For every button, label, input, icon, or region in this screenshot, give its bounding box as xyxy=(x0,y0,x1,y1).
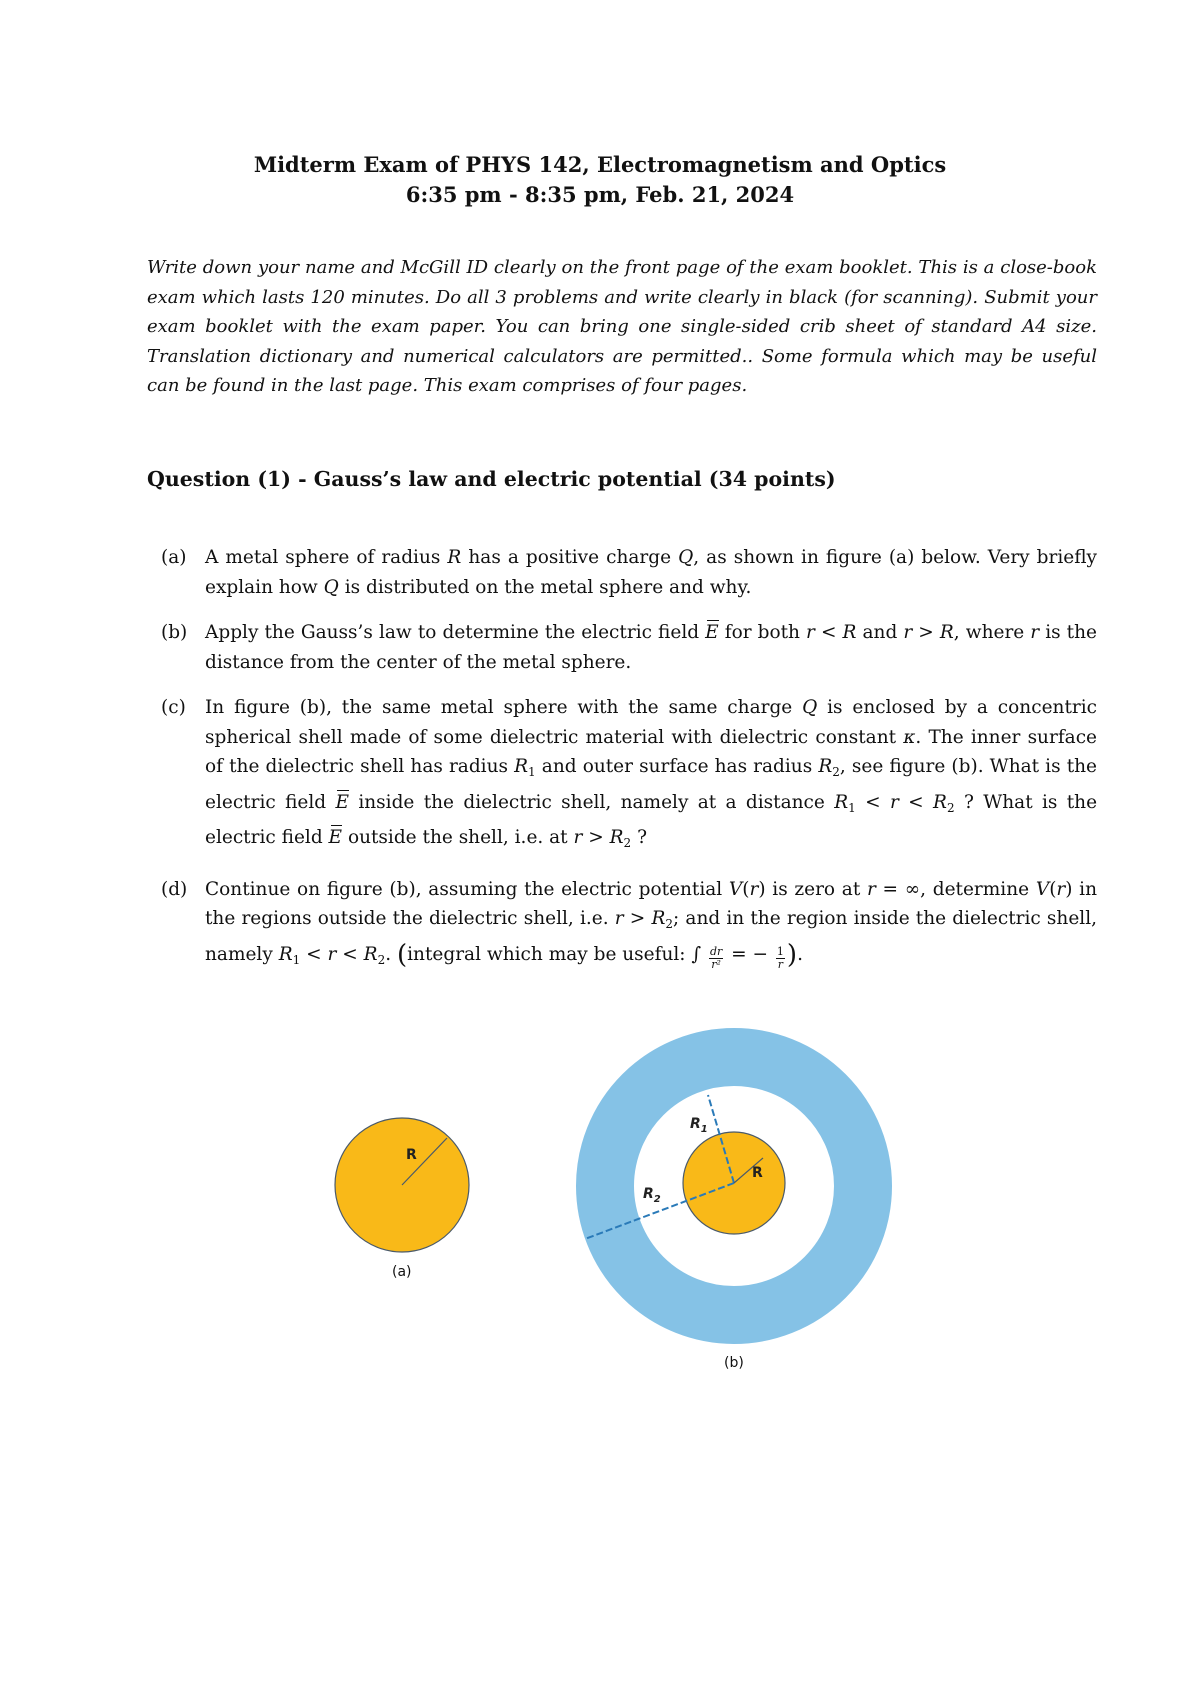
part-label: (c) xyxy=(161,697,186,718)
r1-label: $R_1$ xyxy=(690,1116,708,1135)
part-text: A metal sphere of radius R has a positive charge Q, as shown in figure (a) below. Very briefly explain how Q is distributed on the metal sphere and why. xyxy=(205,547,1098,598)
part-text: Continue on figure (b), assuming the electric potential V(r) is zero at r = ∞, determine V(r) in the regions outside the dielectric shell, i.e. $r > R_2$; and in the region inside the dielectric shell, namely $R_1 < r < R_2$. (integral which may be useful: ∫ $\frac{dr}{\text{r²}}$ = − $\frac{1}{r}$ ). xyxy=(205,878,1098,971)
part-text: Apply the Gauss’s law to determine the electric field E for both r < R and r > R, where r is the distance from the center of the metal sphere. xyxy=(205,622,1097,673)
radius-label-b: R xyxy=(752,1165,763,1181)
fraction-dr-r2: $\frac{dr}{\text{r²}}$ xyxy=(709,944,723,971)
figure-a xyxy=(335,1118,469,1280)
figure-b xyxy=(585,1057,863,1371)
part-text: In figure (b), the same metal sphere with the same charge Q is enclosed by a concentric spherical shell made of some dielectric material with dielectric constant κ. The inner surface of the dielectric shell has radius $R_1$ and outer surface has radius $R_2$, see figure (b). What is the electric field E inside the dielectric shell, namely at a distance $R_1 < r < R_2$ ? What is the electric field E outside the shell, i.e. at $r > R_2$ ? xyxy=(205,697,1097,848)
r2-label: $R_2$ xyxy=(643,1186,661,1205)
caption-a: (a) xyxy=(392,1264,412,1280)
question-heading: Question (1) - Gauss’s law and electric potential (34 points) xyxy=(147,467,836,491)
title-line-2: 6:35 pm - 8:35 pm, Feb. 21, 2024 xyxy=(405,182,795,207)
caption-b: (b) xyxy=(724,1355,744,1371)
fraction-1-r: $\frac{1}{r}$ xyxy=(776,944,784,971)
radius-label-a: R xyxy=(406,1147,417,1163)
part-label: (b) xyxy=(161,622,188,643)
part-label: (d) xyxy=(161,878,188,900)
part-label: (a) xyxy=(161,547,187,568)
title-line-1: Midterm Exam of PHYS 142, Electromagnetism and Optics xyxy=(253,152,947,177)
instructions-text: Write down your name and McGill ID clearly on the front page of the exam booklet. This is a close-book exam which lasts 120 minutes. Do all 3 problems and write clearly in black (for scanning). Submit your exam booklet with the exam paper. You can bring one single-sided crib sheet of standard A4 size. Translation dictionary and numerical calculators are permitted.. Some formula which may be useful can be found in the last page. This exam comprises of four pages. xyxy=(147,257,1097,396)
